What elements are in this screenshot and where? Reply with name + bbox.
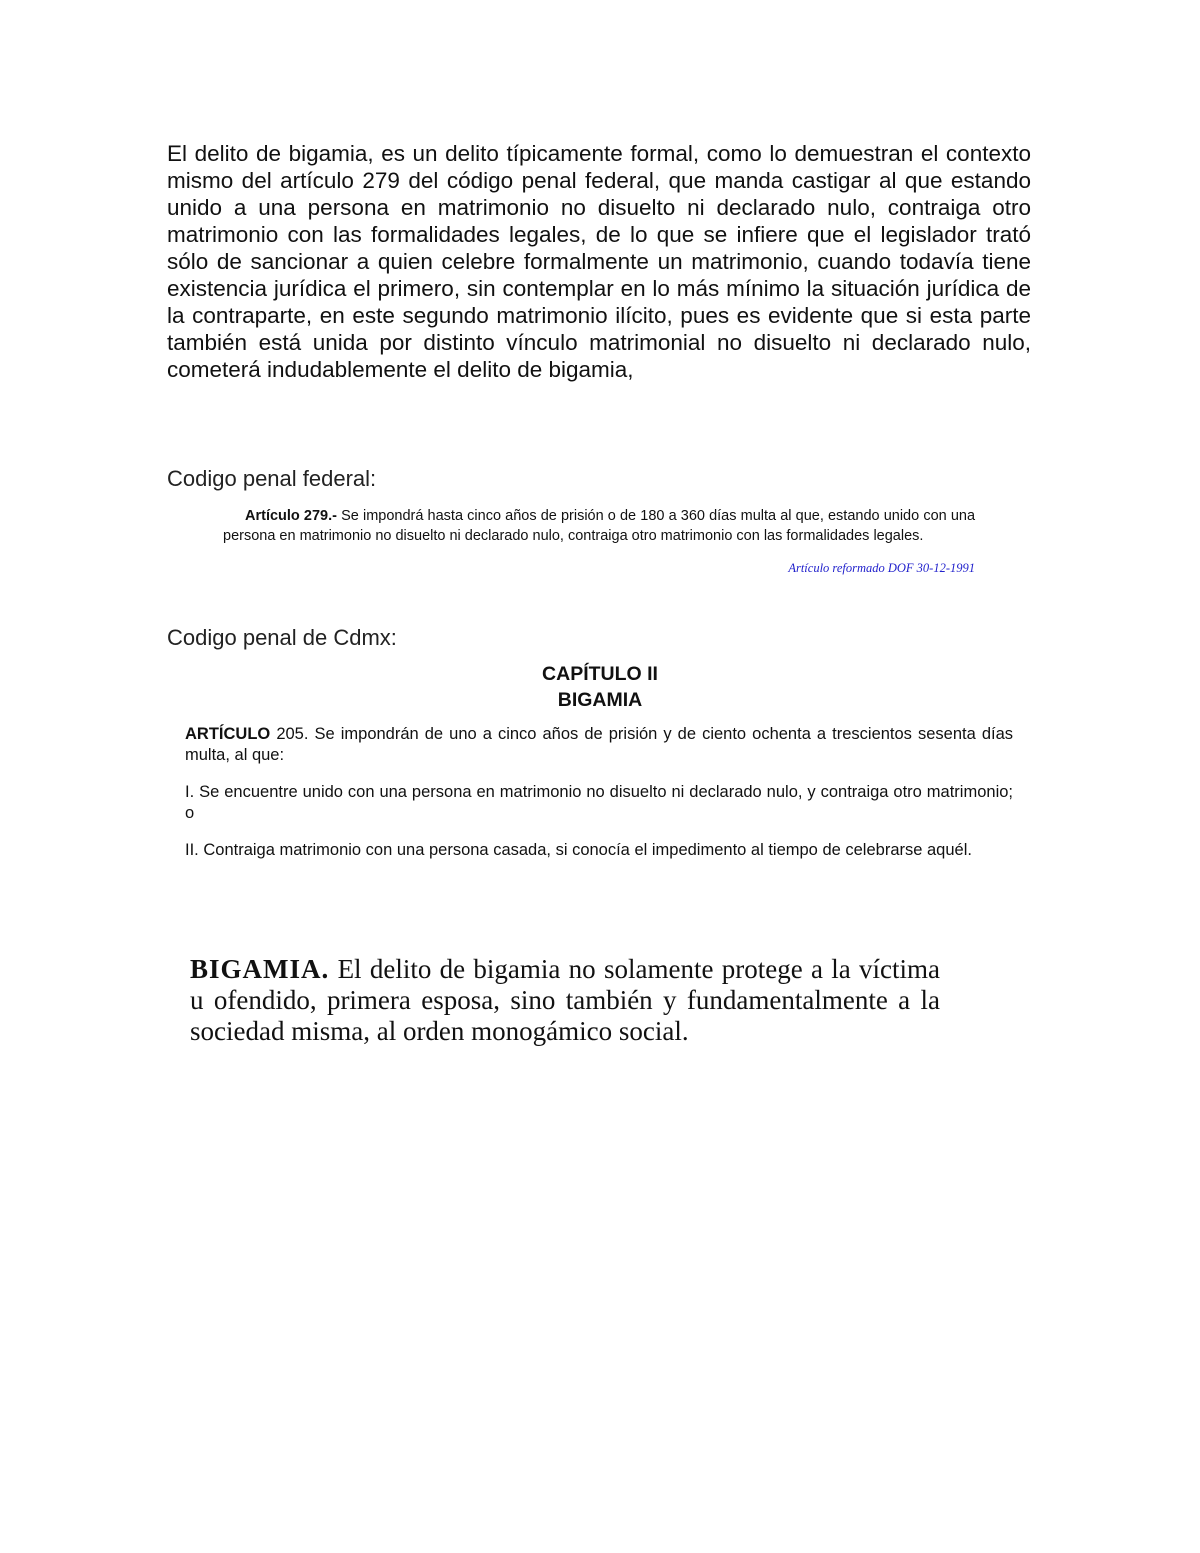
federal-reform-note: Artículo reformado DOF 30-12-1991 [788, 561, 975, 575]
cdmx-item-i-label: I. [185, 783, 195, 801]
cdmx-item-ii [185, 840, 1013, 861]
federal-code-heading: Codigo penal federal: [167, 466, 377, 491]
cdmx-item-i-text: Se encuentre unido con una persona en matrimonio no disuelto ni declarado nulo, y contraiga otro matrimonio; o [185, 783, 1013, 822]
federal-article-body [223, 506, 975, 546]
federal-article-label: Artículo 279.- [245, 508, 337, 524]
cdmx-article-number: 205. [276, 725, 309, 743]
cdmx-item-ii-label: II. [185, 841, 199, 859]
quote-text: El delito de bigamia no solamente protege a la víctima u ofendido, primera esposa, sino también y fundamentalmente a la sociedad misma, al orden monogámico social. [190, 954, 940, 1046]
cdmx-article-label: ARTÍCULO [185, 725, 271, 743]
bigamia-quote [190, 954, 940, 1047]
chapter-number: CAPÍTULO II [542, 663, 658, 685]
cdmx-item-i [185, 782, 1013, 824]
intro-paragraph: El delito de bigamia, es un delito típicamente formal, como lo demuestran el contexto mismo del artículo 279 del código penal federal, que manda castigar al que estando unido a una persona en matrimonio no disuelto ni declarado nulo, contraiga otro matrimonio con las formalidades legales, de lo que se infiere que el legislador trató sólo de sancionar a quien celebre formalmente un matrimonio, cuando todavía tiene existencia jurídica el primero, sin contemplar en lo más mínimo la situación jurídica de la contraparte, en este segundo matrimonio ilícito, pues es evidente que si esta parte también está unida por distinto vínculo matrimonial no disuelto ni declarado nulo, cometerá indudablemente el delito de bigamia, [167, 141, 1031, 382]
quote-label: BIGAMIA. [190, 954, 330, 984]
federal-article-279 [223, 506, 975, 546]
cdmx-article-205 [185, 724, 1013, 766]
cdmx-article-text: Se impondrán de uno a cinco años de prisión y de ciento ochenta a trescientos sesenta días multa, al que: [185, 725, 1014, 764]
cdmx-code-heading: Codigo penal de Cdmx: [167, 625, 397, 650]
federal-article-text: Se impondrá hasta cinco años de prisión o de 180 a 360 días multa al que, estando unido con una persona en matrimonio no disuelto ni declarado nulo, contraiga otro matrimonio con las formalidades legales. [223, 508, 976, 544]
cdmx-item-ii-text: Contraiga matrimonio con una persona casada, si conocía el impedimento al tiempo de celebrarse aquél. [203, 841, 972, 859]
chapter-title: BIGAMIA [557, 689, 643, 711]
